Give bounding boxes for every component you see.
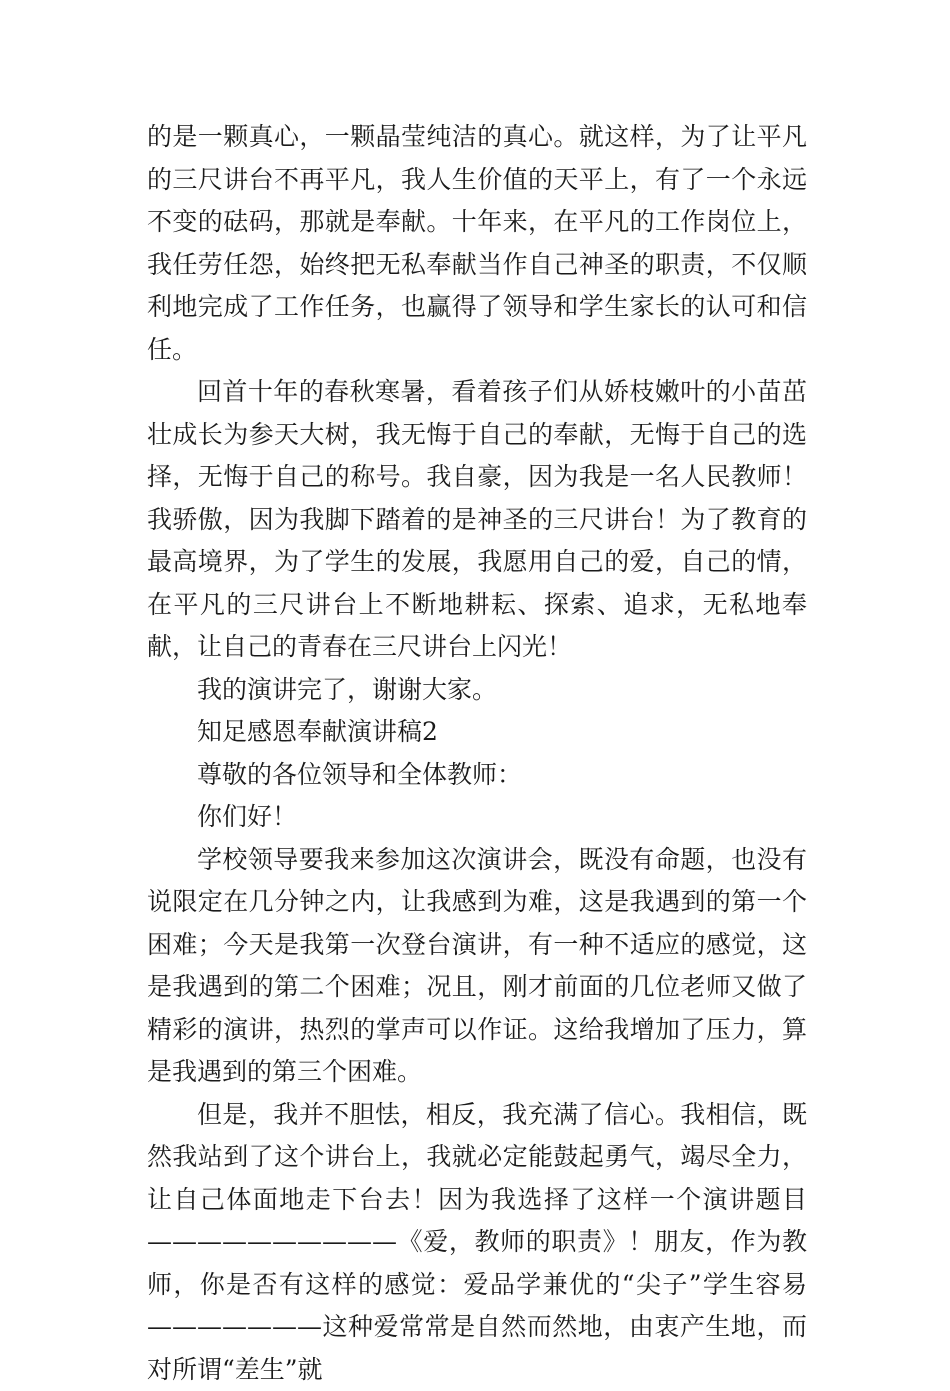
document-body — [147, 116, 807, 1391]
paragraph-8: 但是，我并不胆怯，相反，我充满了信心。我相信，既然我站到了这个讲台上，我就必定能鼓起勇气，竭尽全力，让自己体面地走下台去！因为我选择了这样一个演讲题目——————————《爱，教师的职责》！朋友，作为教师，你是否有这样的感觉：爱品学兼优的“尖子”学生容易———————这种爱常常是自然而然地，由衷产生地，而对所谓“差生”就 — [147, 1094, 807, 1391]
paragraph-6-greeting: 你们好！ — [147, 796, 807, 839]
paragraph-5-salutation: 尊敬的各位领导和全体教师： — [147, 754, 807, 797]
paragraph-2: 回首十年的春秋寒暑，看着孩子们从娇枝嫩叶的小苗茁壮成长为参天大树，我无悔于自己的奉献，无悔于自己的选择，无悔于自己的称号。我自豪，因为我是一名人民教师！我骄傲，因为我脚下踏着的是神圣的三尺讲台！为了教育的最高境界，为了学生的发展，我愿用自己的爱，自己的情，在平凡的三尺讲台上不断地耕耘、探索、追求，无私地奉献，让自己的青春在三尺讲台上闪光！ — [147, 371, 807, 669]
paragraph-4-title: 知足感恩奉献演讲稿2 — [147, 711, 807, 754]
paragraph-7: 学校领导要我来参加这次演讲会，既没有命题，也没有说限定在几分钟之内，让我感到为难，这是我遇到的第一个困难；今天是我第一次登台演讲，有一种不适应的感觉，这是我遇到的第二个困难；况且，刚才前面的几位老师又做了精彩的演讲，热烈的掌声可以作证。这给我增加了压力，算是我遇到的第三个困难。 — [147, 839, 807, 1094]
paragraph-1: 的是一颗真心，一颗晶莹纯洁的真心。就这样，为了让平凡的三尺讲台不再平凡，我人生价值的天平上，有了一个永远不变的砝码，那就是奉献。十年来，在平凡的工作岗位上，我任劳任怨，始终把无私奉献当作自己神圣的职责，不仅顺利地完成了工作任务，也赢得了领导和学生家长的认可和信任。 — [147, 116, 807, 371]
paragraph-3: 我的演讲完了，谢谢大家。 — [147, 669, 807, 712]
